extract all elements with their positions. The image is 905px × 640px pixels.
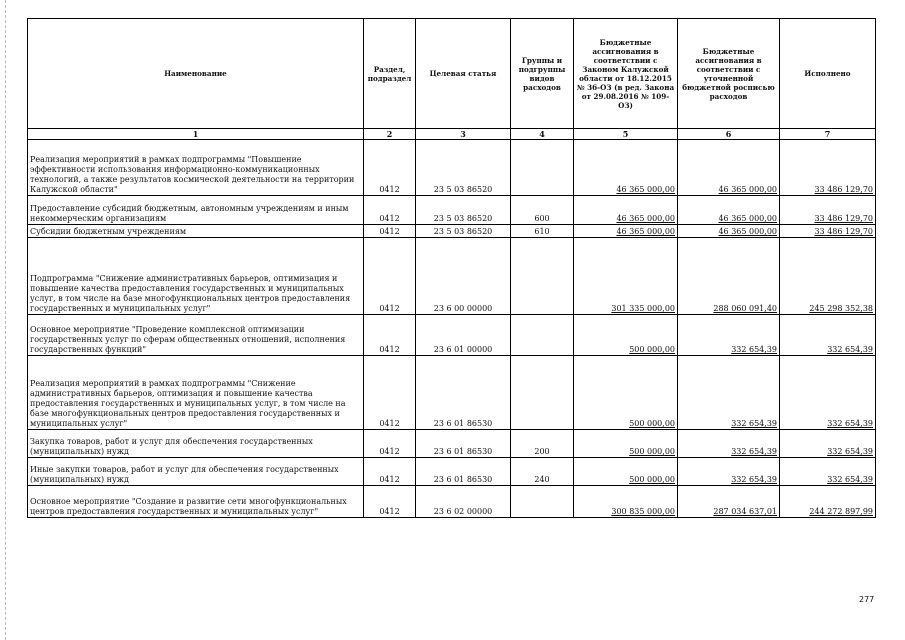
row-name: Закупка товаров, работ и услуг для обеспечения государственных (муниципальных) нужд <box>28 430 364 458</box>
row-law-amount: 46 365 000,00 <box>574 140 678 196</box>
row-target-article: 23 6 00 00000 <box>416 238 511 315</box>
row-name: Предоставление субсидий бюджетным, автономным учреждениям и иным некоммерческим организациям <box>28 196 364 225</box>
row-expense-group: 240 <box>511 458 574 486</box>
row-section: 0412 <box>364 458 416 486</box>
table-header-row <box>28 19 876 129</box>
row-refined-amount: 287 034 637,01 <box>678 486 780 518</box>
row-target-article: 23 6 01 86530 <box>416 458 511 486</box>
header-law-allocations: Бюджетные ассигнования в соответствии с Законом Калужской области от 18.12.2015 № 36-ОЗ (в ред. Закона от 29.08.2016 № 109-ОЗ) <box>574 19 678 129</box>
page-number: 277 <box>859 595 875 604</box>
scan-edge-line <box>5 0 7 640</box>
header-name: Наименование <box>28 19 364 129</box>
row-name: Основное мероприятие "Создание и развитие сети многофункциональных центров предоставления государственных и муниципальных услуг" <box>28 486 364 518</box>
row-section: 0412 <box>364 140 416 196</box>
row-law-amount: 46 365 000,00 <box>574 196 678 225</box>
row-expense-group: 610 <box>511 225 574 238</box>
row-name: Субсидии бюджетным учреждениям <box>28 225 364 238</box>
row-law-amount: 500 000,00 <box>574 458 678 486</box>
row-section: 0412 <box>364 356 416 430</box>
table-row <box>28 315 876 356</box>
row-refined-amount: 46 365 000,00 <box>678 140 780 196</box>
header-section: Раздел, подраздел <box>364 19 416 129</box>
header-target-article: Целевая статья <box>416 19 511 129</box>
row-name: Иные закупки товаров, работ и услуг для обеспечения государственных (муниципальных) нужд <box>28 458 364 486</box>
row-refined-amount: 332 654,39 <box>678 458 780 486</box>
row-executed-amount: 332 654,39 <box>780 430 876 458</box>
row-target-article: 23 5 03 86520 <box>416 140 511 196</box>
row-section: 0412 <box>364 225 416 238</box>
row-expense-group <box>511 140 574 196</box>
table-row <box>28 430 876 458</box>
row-section: 0412 <box>364 196 416 225</box>
row-target-article: 23 6 02 00000 <box>416 486 511 518</box>
table-row <box>28 486 876 518</box>
column-number: 2 <box>364 129 416 140</box>
row-section: 0412 <box>364 315 416 356</box>
table-row <box>28 458 876 486</box>
row-executed-amount: 33 486 129,70 <box>780 196 876 225</box>
row-section: 0412 <box>364 238 416 315</box>
row-expense-group: 200 <box>511 430 574 458</box>
column-number: 6 <box>678 129 780 140</box>
row-expense-group <box>511 315 574 356</box>
table-row <box>28 140 876 196</box>
row-name: Подпрограмма "Снижение административных барьеров, оптимизация и повышение качества предоставления государственных и муниципальных услуг, в том числе на базе многофункциональных центров предоставления государственных и муниципальных услуг" <box>28 238 364 315</box>
table-row <box>28 238 876 315</box>
row-refined-amount: 332 654,39 <box>678 356 780 430</box>
row-law-amount: 500 000,00 <box>574 315 678 356</box>
column-number: 5 <box>574 129 678 140</box>
row-law-amount: 301 335 000,00 <box>574 238 678 315</box>
column-number: 4 <box>511 129 574 140</box>
row-refined-amount: 332 654,39 <box>678 430 780 458</box>
row-name: Реализация мероприятий в рамках подпрограммы "Снижение административных барьеров, оптимизация и повышение качества предоставления государственных и муниципальных услуг, в том числе на базе многофункциональных центров предоставления государственных и муниципальных услуг" <box>28 356 364 430</box>
table-row <box>28 196 876 225</box>
table-row <box>28 225 876 238</box>
row-executed-amount: 332 654,39 <box>780 356 876 430</box>
budget-table <box>27 18 876 518</box>
row-executed-amount: 33 486 129,70 <box>780 225 876 238</box>
row-name: Основное мероприятие "Проведение комплексной оптимизации государственных услуг по сферам общественных отношений, исполнения государственных функций" <box>28 315 364 356</box>
row-executed-amount: 332 654,39 <box>780 315 876 356</box>
header-refined-allocations: Бюджетные ассигнования в соответствии с уточненной бюджетной росписью расходов <box>678 19 780 129</box>
row-target-article: 23 5 03 86520 <box>416 196 511 225</box>
row-section: 0412 <box>364 486 416 518</box>
row-section: 0412 <box>364 430 416 458</box>
row-refined-amount: 46 365 000,00 <box>678 196 780 225</box>
column-number: 1 <box>28 129 364 140</box>
row-executed-amount: 245 298 352,38 <box>780 238 876 315</box>
row-law-amount: 500 000,00 <box>574 356 678 430</box>
row-executed-amount: 244 272 897,99 <box>780 486 876 518</box>
header-executed: Исполнено <box>780 19 876 129</box>
row-refined-amount: 288 060 091,40 <box>678 238 780 315</box>
column-number-row <box>28 129 876 140</box>
row-expense-group: 600 <box>511 196 574 225</box>
row-law-amount: 46 365 000,00 <box>574 225 678 238</box>
row-executed-amount: 332 654,39 <box>780 458 876 486</box>
row-target-article: 23 6 01 00000 <box>416 315 511 356</box>
row-expense-group <box>511 486 574 518</box>
column-number: 7 <box>780 129 876 140</box>
row-expense-group <box>511 356 574 430</box>
row-expense-group <box>511 238 574 315</box>
row-executed-amount: 33 486 129,70 <box>780 140 876 196</box>
row-law-amount: 500 000,00 <box>574 430 678 458</box>
row-name: Реализация мероприятий в рамках подпрограммы "Повышение эффективности использования информационно-коммуникационных технологий, а также результатов космической деятельности на территории Калужской области" <box>28 140 364 196</box>
row-target-article: 23 5 03 86520 <box>416 225 511 238</box>
row-refined-amount: 332 654,39 <box>678 315 780 356</box>
header-expense-groups: Группы и подгруппы видов расходов <box>511 19 574 129</box>
table-row <box>28 356 876 430</box>
column-number: 3 <box>416 129 511 140</box>
row-refined-amount: 46 365 000,00 <box>678 225 780 238</box>
row-target-article: 23 6 01 86530 <box>416 430 511 458</box>
row-law-amount: 300 835 000,00 <box>574 486 678 518</box>
row-target-article: 23 6 01 86530 <box>416 356 511 430</box>
